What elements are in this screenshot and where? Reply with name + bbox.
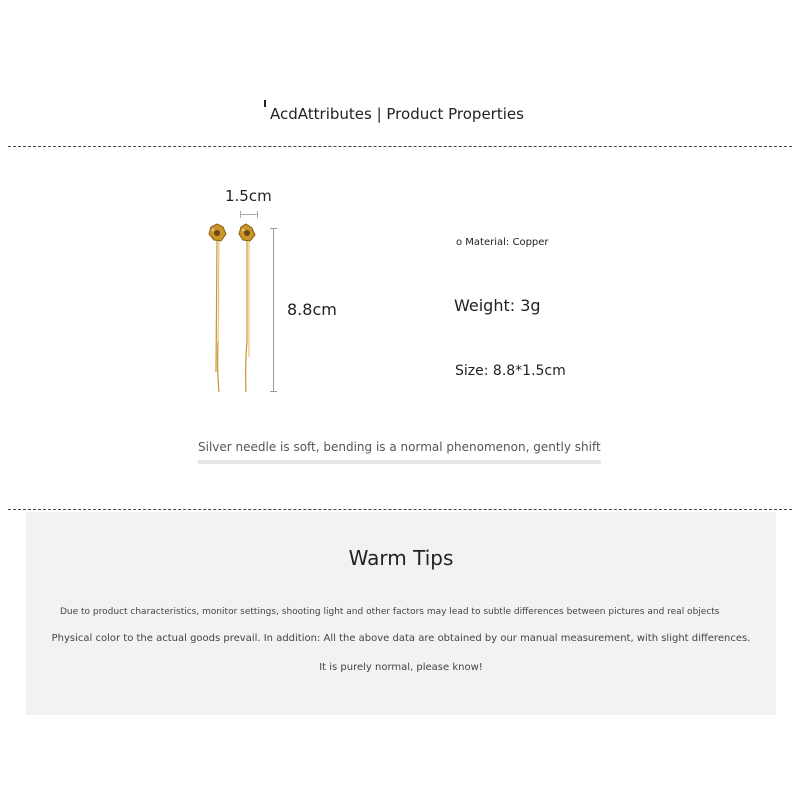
top-divider: [8, 146, 792, 147]
height-dimension-line: [273, 228, 274, 392]
size-property: Size: 8.8*1.5cm: [455, 363, 566, 379]
earrings-image: [200, 222, 260, 397]
material-property: o Material: Copper: [456, 237, 549, 248]
care-note: Silver needle is soft, bending is a normal phenomenon, gently shift: [198, 440, 601, 454]
width-dimension-label: 1.5cm: [225, 187, 272, 205]
page-title: AcdAttributes | Product Properties: [270, 105, 524, 123]
warm-tips-line: Physical color to the actual goods prevail. In addition: All the above data are obtained by our manual measurement, with slight differences.: [51, 633, 751, 644]
bottom-divider: [8, 509, 792, 510]
right-earring: [239, 224, 255, 392]
header-tick-mark: [264, 100, 266, 107]
left-earring: [209, 224, 226, 392]
height-dimension-label: 8.8cm: [287, 300, 337, 319]
warm-tips-title: Warm Tips: [348, 546, 454, 570]
width-dimension-line: [240, 214, 258, 215]
care-note-underline: [198, 460, 601, 464]
warm-tips-line: Due to product characteristics, monitor settings, shooting light and other factors may lead to subtle differences between pictures and real objects: [60, 607, 720, 617]
weight-property: Weight: 3g: [454, 296, 541, 315]
warm-tips-line: It is purely normal, please know!: [319, 662, 483, 673]
